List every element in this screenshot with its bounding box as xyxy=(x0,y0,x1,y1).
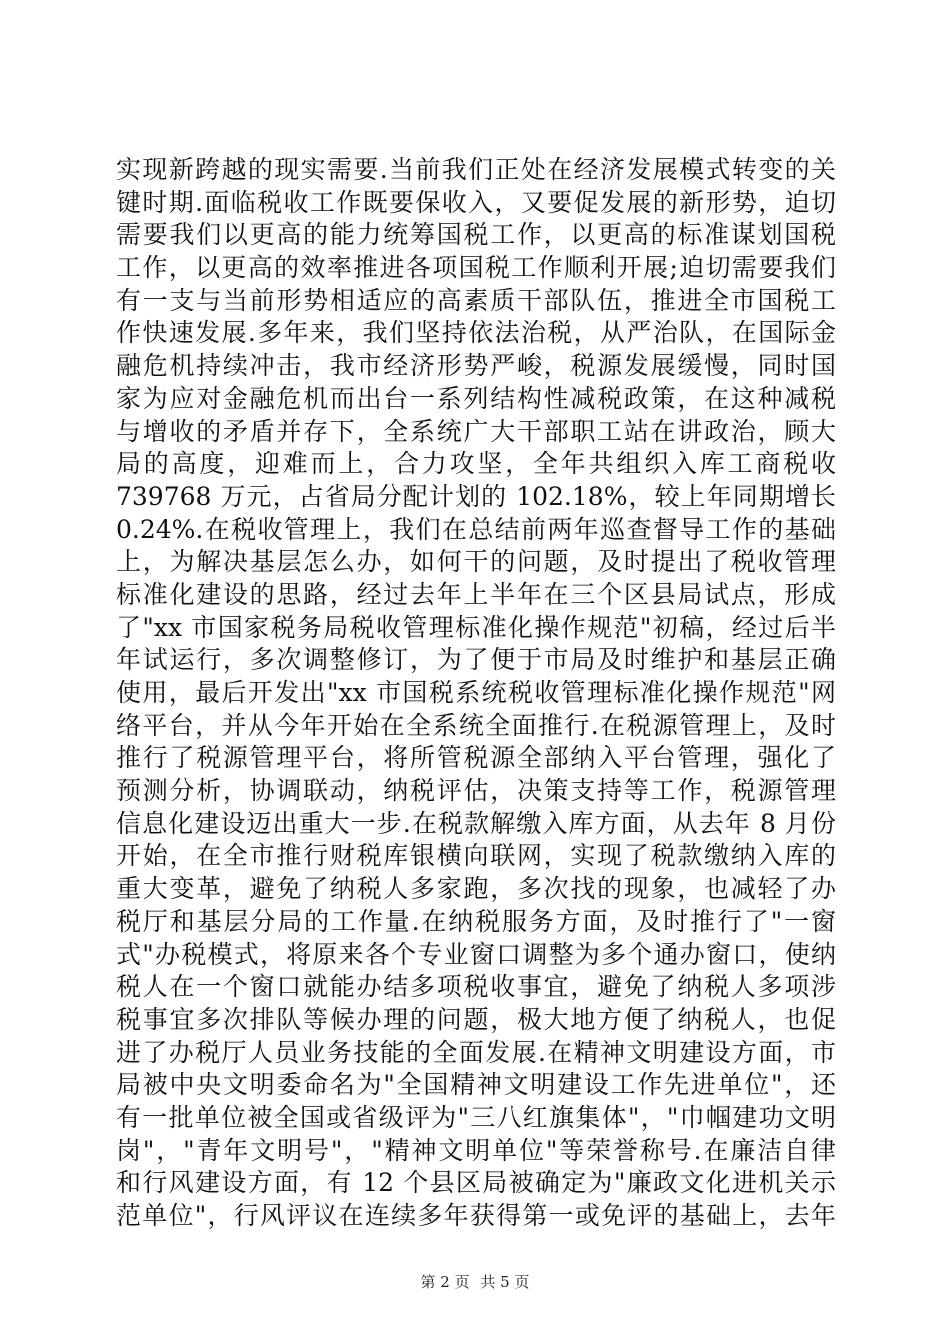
text-line: 与增收的矛盾并存下，全系统广大干部职工站在讲政治，顾大 xyxy=(116,416,836,446)
text-line: 年试运行，多次调整修订，为了便于市局及时维护和基层正确 xyxy=(116,645,836,675)
text-line: 范单位"，行风评议在连续多年获得第一或免评的基础上，去年 xyxy=(116,1201,836,1230)
text-line: 预测分析，协调联动，纳税评估，决策支持等工作，税源管理 xyxy=(116,776,836,806)
text-line: 税事宜多次排队等候办理的问题，极大地方便了纳税人，也促 xyxy=(116,1004,836,1034)
text-line: 开始，在全市推行财税库银横向联网，实现了税款缴纳入库的 xyxy=(116,841,836,871)
body-text xyxy=(116,154,836,1233)
text-line: 络平台，并从今年开始在全系统全面推行.在税源管理上，及时 xyxy=(116,710,836,740)
text-line: 局的高度，迎难而上，合力攻坚，全年共组织入库工商税收 xyxy=(116,449,836,479)
text-line: 重大变革，避免了纳税人多家跑，多次找的现象，也减轻了办 xyxy=(116,874,836,904)
text-line: 了"xx 市国家税务局税收管理标准化操作规范"初稿，经过后半 xyxy=(116,612,836,642)
text-line: 上，为解决基层怎么办，如何干的问题，及时提出了税收管理 xyxy=(116,547,836,577)
page-total: 共 5 页 xyxy=(480,1273,530,1291)
text-line: 信息化建设迈出重大一步.在税款解缴入库方面，从去年 8 月份 xyxy=(116,808,836,838)
text-line: 税厅和基层分局的工作量.在纳税服务方面，及时推行了"一窗 xyxy=(116,906,836,936)
text-line: 实现新跨越的现实需要.当前我们正处在经济发展模式转变的关 xyxy=(116,155,836,184)
text-line: 融危机持续冲击，我市经济形势严峻，税源发展缓慢，同时国 xyxy=(116,351,836,381)
page-footer xyxy=(0,1271,950,1292)
text-line: 家为应对金融危机而出台一系列结构性减税政策，在这种减税 xyxy=(116,383,836,413)
text-line: 739768 万元，占省局分配计划的 102.18%，较上年同期增长 xyxy=(116,481,836,511)
text-line: 有一批单位被全国或省级评为"三八红旗集体"，"巾帼建功文明 xyxy=(116,1102,836,1132)
text-line: 键时期.面临税收工作既要保收入，又要促发展的新形势，迫切 xyxy=(116,187,836,217)
text-line: 有一支与当前形势相适应的高素质干部队伍，推进全市国税工 xyxy=(116,285,836,315)
text-line: 标准化建设的思路，经过去年上半年在三个区县局试点，形成 xyxy=(116,579,836,609)
text-line: 税人在一个窗口就能办结多项税收事宜，避免了纳税人多项涉 xyxy=(116,972,836,1002)
text-line: 进了办税厅人员业务技能的全面发展.在精神文明建设方面，市 xyxy=(116,1037,836,1067)
text-line: 局被中央文明委命名为"全国精神文明建设工作先进单位"，还 xyxy=(116,1070,836,1100)
text-line: 作快速发展.多年来，我们坚持依法治税，从严治队，在国际金 xyxy=(116,318,836,348)
page-number: 第 2 页 xyxy=(420,1273,470,1291)
text-line: 岗"，"青年文明号"，"精神文明单位"等荣誉称号.在廉洁自律 xyxy=(116,1135,836,1165)
text-line: 使用，最后开发出"xx 市国税系统税收管理标准化操作规范"网 xyxy=(116,678,836,707)
text-line: 需要我们以更高的能力统筹国税工作，以更高的标准谋划国税 xyxy=(116,220,836,250)
text-line: 工作，以更高的效率推进各项国税工作顺利开展;迫切需要我们 xyxy=(116,253,836,283)
text-line: 推行了税源管理平台，将所管税源全部纳入平台管理，强化了 xyxy=(116,743,836,773)
text-line: 式"办税模式，将原来各个专业窗口调整为多个通办窗口，使纳 xyxy=(116,939,836,969)
text-line: 0.24%.在税收管理上，我们在总结前两年巡查督导工作的基础 xyxy=(116,514,836,544)
text-line: 和行风建设方面，有 12 个县区局被确定为"廉政文化进机关示 xyxy=(116,1168,836,1198)
